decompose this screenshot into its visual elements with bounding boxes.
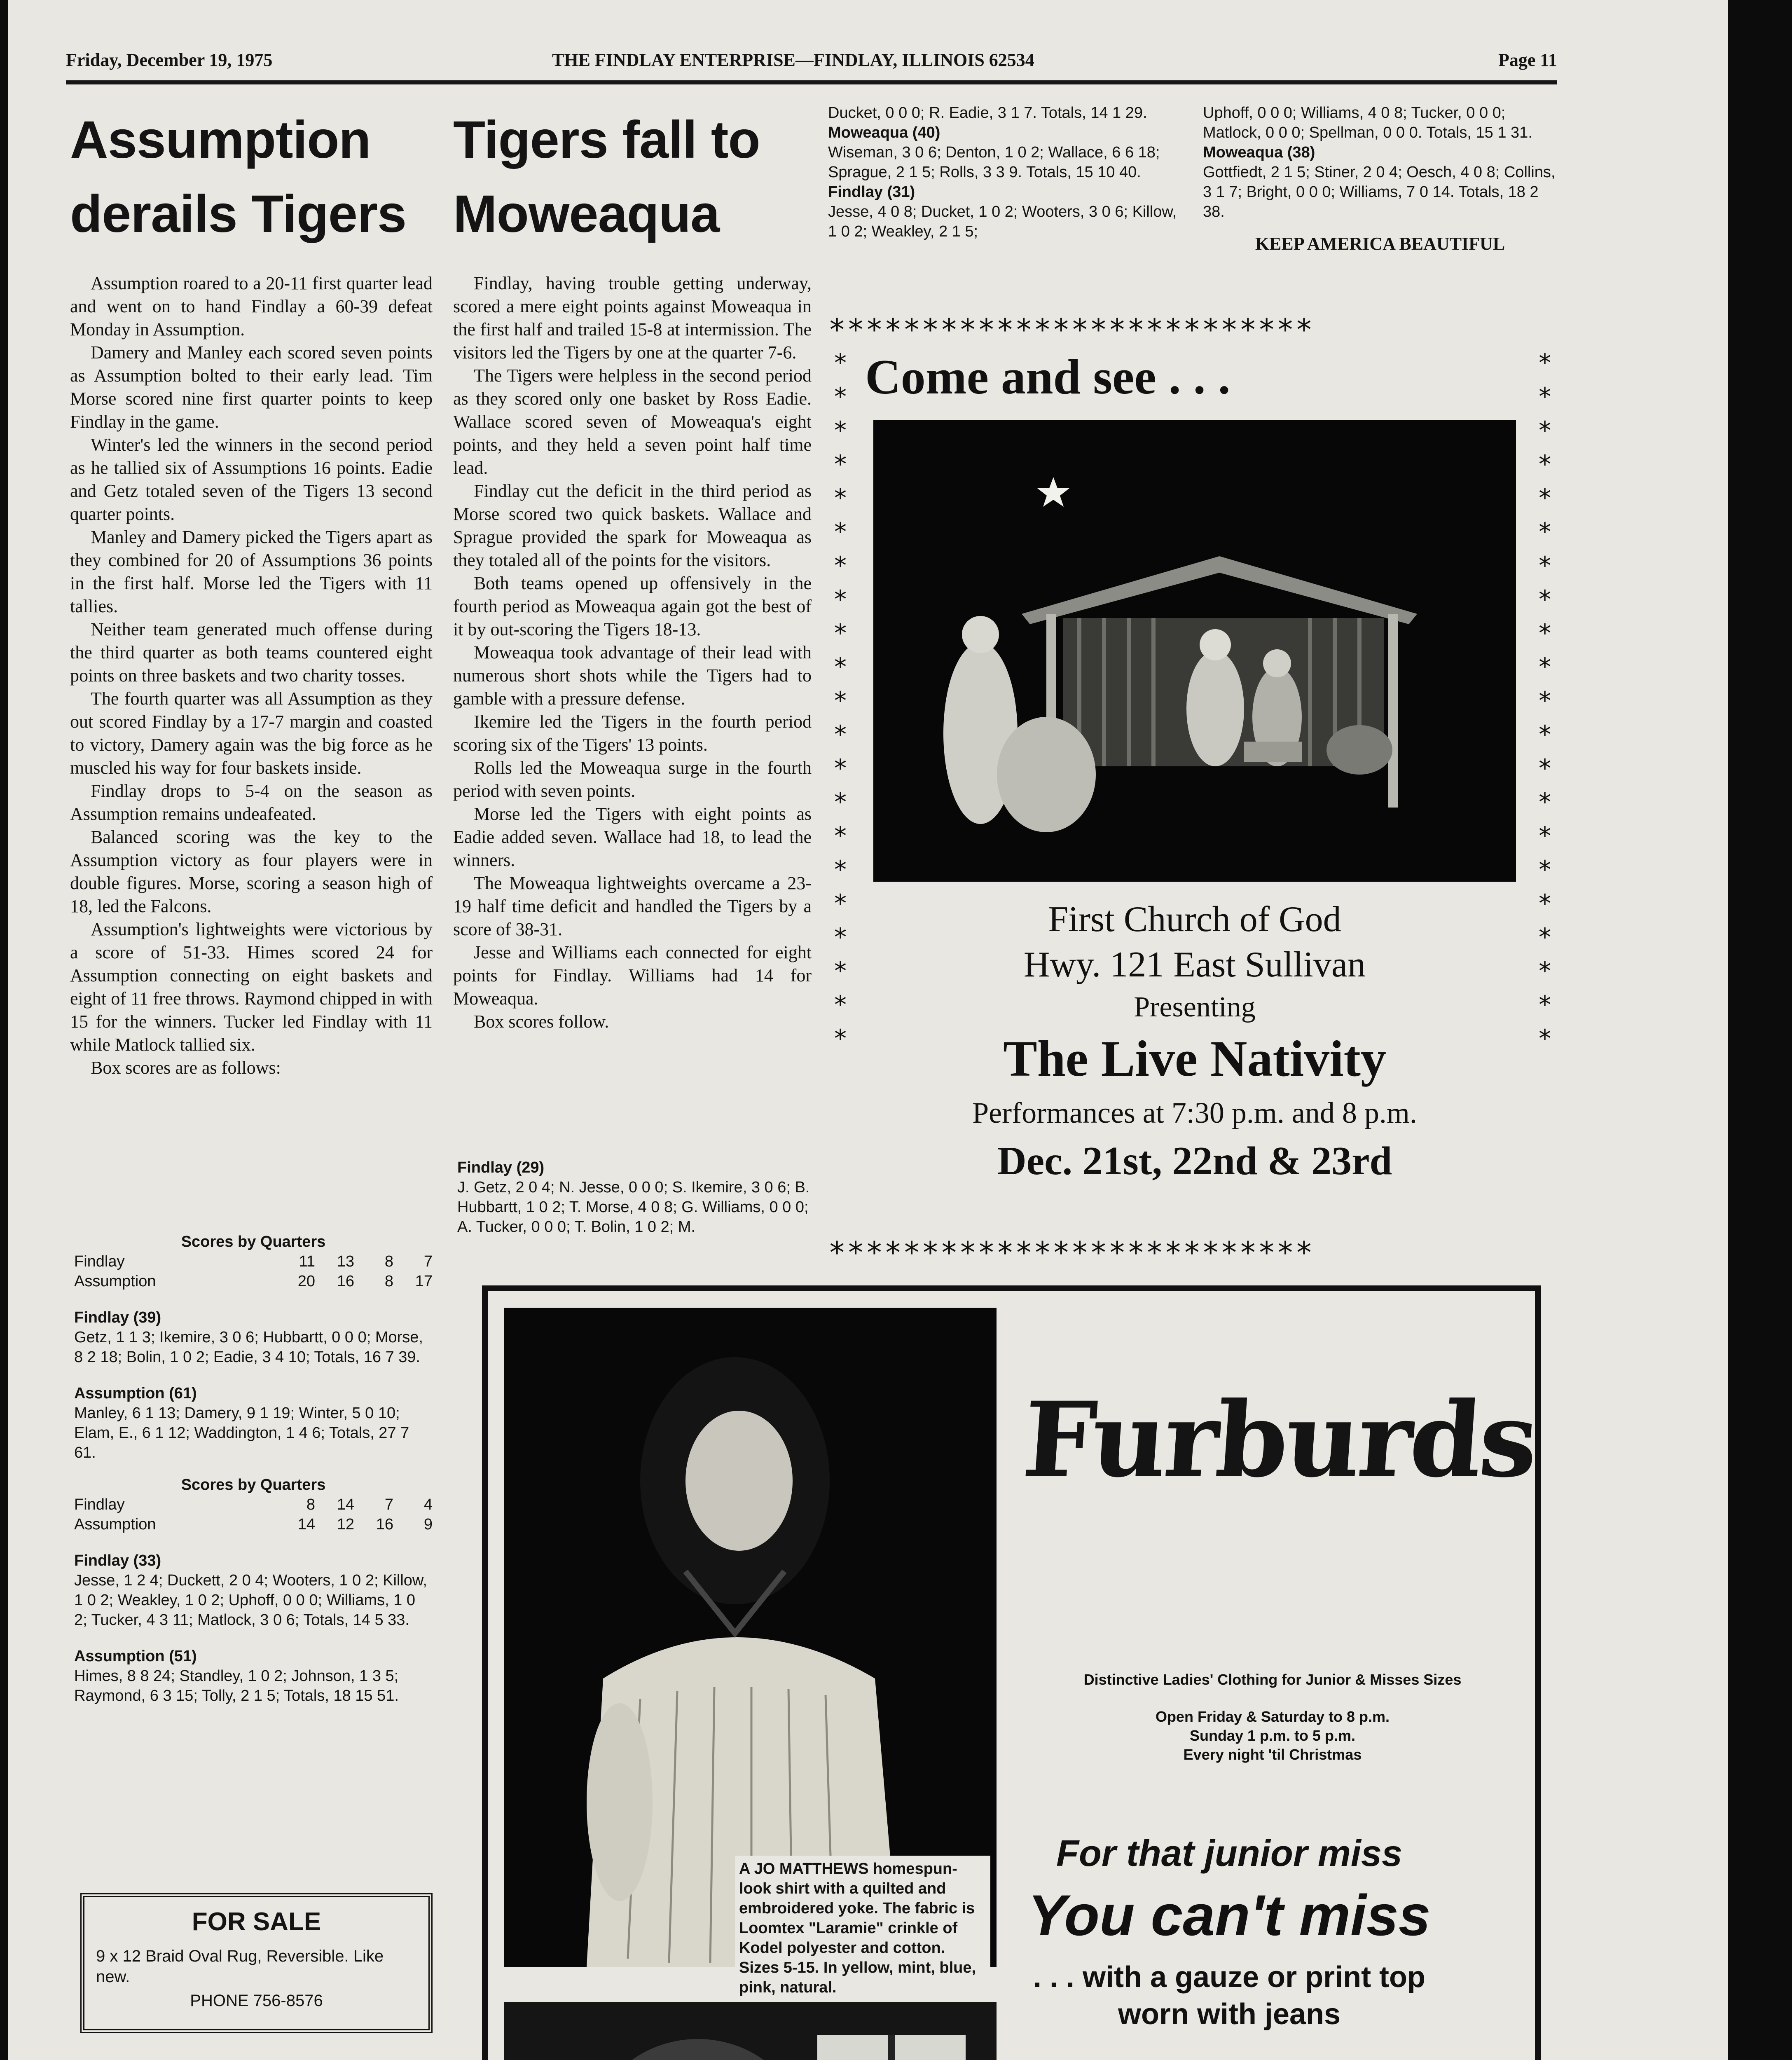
- furbirds-tagline: Distinctive Ladies' Clothing for Junior & Misses Sizes: [1083, 1671, 1462, 1688]
- masthead-page: Page 11: [1498, 50, 1557, 70]
- performance-times: Performances at 7:30 p.m. and 8 p.m.: [972, 1096, 1417, 1129]
- star-border-left: *********************: [833, 349, 848, 1053]
- article1-paragraph: Neither team generated much offense during the third quarter as both teams countered eight points on three baskets and two charity tosses.: [70, 619, 433, 686]
- woman-in-print-shirt-icon: [504, 2002, 997, 2060]
- article1-paragraph: Balanced scoring was the key to the Assumption victory as four players were in double figures. Morse, scoring a season high of 18, led the Falcons.: [70, 827, 433, 916]
- for-sale-text: 9 x 12 Braid Oval Rug, Reversible. Like new.: [96, 1947, 384, 1986]
- article2-paragraph: Morse led the Tigers with eight points as Eadie added seven. Wallace had 18, to lead the winners.: [453, 804, 812, 870]
- furbirds-ad: [482, 1285, 1541, 2060]
- church-ad-title: Come and see . . .: [865, 349, 1231, 404]
- article2-body: [453, 272, 812, 1033]
- box1-quarter-table: [74, 1252, 433, 1291]
- caption-jo-matthews: A JO MATTHEWS homespun-look shirt with a quilted and embroidered yoke. The fabric is Loomtex "Laramie" crinkle of Kodel polyester and cotton. Sizes 5-15. In yellow, mint, blue, pink, natural.: [735, 1856, 990, 2001]
- box1-title: Scores by Quarters: [181, 1233, 326, 1250]
- box2-findlay-head: Findlay (33): [74, 1552, 161, 1569]
- performance-dates: Dec. 21st, 22nd & 23rd: [997, 1139, 1392, 1183]
- article2-headline-line2: Moweaqua: [453, 185, 720, 243]
- article1-paragraph: Manley and Damery picked the Tigers apart as they combined for 20 of Assumptions 36 points in the first half. Morse led the Tigers with 11 tallies.: [70, 527, 433, 616]
- article2-headline: [453, 103, 812, 251]
- article1-headline-line2: derails Tigers: [70, 185, 407, 243]
- box1-findlay-text: Getz, 1 1 3; Ikemire, 3 0 6; Hubbartt, 0 0 0; Morse, 8 2 18; Bolin, 1 0 2; Eadie, 3 4 10; Totals, 16 7 39.: [74, 1329, 423, 1366]
- slogan-line-2: You can't miss: [1028, 1883, 1431, 1948]
- article2-paragraph: Rolls led the Moweaqua surge in the fourth period with seven points.: [453, 758, 812, 801]
- article1-headline-line1: Assumption: [70, 110, 371, 169]
- slogan-line-3: . . . with a gauze or print top: [1033, 1961, 1425, 1994]
- masthead-rule: [66, 80, 1557, 84]
- table-row: Findlay 8 14 7 4: [74, 1496, 433, 1513]
- nativity-photo: [873, 420, 1516, 882]
- table-row: Assumption 14 12 16 9: [74, 1516, 433, 1533]
- table-row: Assumption 20 16 8 17: [74, 1273, 433, 1290]
- article2-paragraph: Box scores follow.: [474, 1011, 609, 1032]
- for-sale-ad: [80, 1893, 433, 2033]
- article1-paragraph: Assumption's lightweights were victorious by a score of 51-33. Himes scored 24 for Assumption connecting on eight baskets and eight of 11 free throws. Raymond chipped in with 15 for the winners. Tucker led Findlay with 11 while Matlock tallied six.: [70, 919, 433, 1055]
- church-address: Hwy. 121 East Sullivan: [1023, 945, 1366, 985]
- star-border-bottom: **************************: [828, 1235, 1314, 1270]
- model-photo-2: [504, 2002, 997, 2060]
- furbirds-hours-3: Every night 'til Christmas: [1183, 1746, 1362, 1763]
- article2-paragraph: Jesse and Williams each connected for eight points for Findlay. Williams had 14 for Moweaqua.: [453, 942, 812, 1009]
- star-border-top: **************************: [828, 312, 1314, 347]
- article2-continued-col1: Ducket, 0 0 0; R. Eadie, 3 1 7. Totals, 14 1 29. Moweaqua (40) Wiseman, 3 0 6; Denton, 1 0 2; Wallace, 6 6 18; Sprague, 2 1 5; Rolls, 3 3 9. Totals, 15 10 40. Findlay (31) Jesse, 4 0 8; Ducket, 1 0 2; Wooters, 3 0 6; Killow, 1 0 2; Weakley, 2 1 5;: [828, 104, 1177, 240]
- article2-paragraph: Both teams opened up offensively in the fourth period as Moweaqua again got the best of it by out-scoring the Tigers 18-13.: [453, 573, 812, 639]
- furbirds-hours-2: Sunday 1 p.m. to 5 p.m.: [1189, 1727, 1356, 1744]
- article1-paragraph: Box scores are as follows:: [91, 1058, 281, 1078]
- article1-paragraph: Damery and Manley each scored seven points as Assumption bolted to their early lead. Tim Morse scored nine first quarter points to keep Findlay in the game.: [70, 342, 433, 432]
- article2-paragraph: The Moweaqua lightweights overcame a 23-19 half time deficit and handled the Tigers by a score of 38-31.: [453, 873, 812, 939]
- article2-continued-col2: Uphoff, 0 0 0; Williams, 4 0 8; Tucker, 0 0 0; Matlock, 0 0 0; Spellman, 0 0 0. Totals, 15 1 31. Moweaqua (38) Gottfiedt, 2 1 5; Stiner, 2 0 4; Oesch, 4 0 8; Collins, 3 1 7; Bright, 0 0 0; Williams, 7 0 14. Totals, 18 2 38. KEEP AMERICA BEAUTIFUL: [1203, 103, 1557, 254]
- article1-paragraph: Assumption roared to a 20-11 first quarter lead and went on to hand Findlay a 60-39 defeat Monday in Assumption.: [70, 273, 433, 339]
- article1-paragraph: Findlay drops to 5-4 on the season as Assumption remains undeafeated.: [70, 781, 433, 824]
- furbirds-hours-1: Open Friday & Saturday to 8 p.m.: [1155, 1708, 1390, 1725]
- article2-paragraph: Findlay, having trouble getting underway, scored a mere eight points against Moweaqua in the first half and trailed 15-8 at intermission. The visitors led the Tigers by one at the quarter 7-6.: [453, 273, 812, 363]
- for-sale-phone: PHONE 756-8576: [190, 1992, 323, 2010]
- masthead: [66, 49, 1557, 74]
- live-nativity-title: The Live Nativity: [1003, 1030, 1386, 1087]
- article2-paragraph: Moweaqua took advantage of their lead with numerous short shots while the Tigers had to gamble with a pressure defense.: [453, 642, 812, 709]
- star-border-right: *********************: [1537, 349, 1553, 1053]
- article2-paragraph: Findlay cut the deficit in the third period as Morse scored two quick baskets. Wallace and Sprague provided the spark for Moweaqua as they totaled all of the points for the visitors.: [453, 481, 812, 570]
- article1-paragraph: Winter's led the winners in the second period as he tallied six of Assumptions 16 points. Eadie and Getz totaled seven of the Tigers 13 second quarter points.: [70, 435, 433, 524]
- box1-findlay-head: Findlay (39): [74, 1309, 161, 1326]
- article1-headline: [70, 103, 433, 251]
- box1-assumption-text: Manley, 6 1 13; Damery, 9 1 19; Winter, 5 0 10; Elam, E., 6 1 12; Waddington, 1 4 6; Totals, 27 7 61.: [74, 1405, 409, 1461]
- article2-paragraph: Ikemire led the Tigers in the fourth period scoring six of the Tigers' 13 points.: [453, 712, 812, 755]
- article1-paragraph: The fourth quarter was all Assumption as they out scored Findlay by a 17-7 margin and coasted to victory, Damery again was the big force as he muscled his way for four baskets inside.: [70, 688, 433, 778]
- church-name: First Church of God: [1048, 899, 1341, 939]
- article1-box-scores: [74, 1220, 433, 1706]
- newspaper-page: [8, 0, 1728, 2060]
- article2-paragraph: The Tigers were helpless in the second period as they scored only one basket by Ross Eadie. Wallace scored seven of Moweaqua's eight points, and they held a seven point half time lead.: [453, 365, 812, 478]
- box2-title: Scores by Quarters: [181, 1476, 326, 1494]
- slogan-line-1: For that junior miss: [1056, 1833, 1403, 1874]
- article1-body: [70, 272, 433, 1079]
- slogan-line-4: worn with jeans: [1118, 1998, 1341, 2031]
- church-presenting: Presenting: [1134, 991, 1256, 1023]
- for-sale-title: FOR SALE: [192, 1908, 321, 1936]
- keep-america-beautiful: KEEP AMERICA BEAUTIFUL: [1255, 234, 1505, 254]
- masthead-paper: THE FINDLAY ENTERPRISE—FINDLAY, ILLINOIS 62534: [552, 50, 1034, 70]
- masthead-date: Friday, December 19, 1975: [66, 50, 273, 70]
- box1-assumption-head: Assumption (61): [74, 1385, 197, 1402]
- church-ad: [828, 313, 1557, 1273]
- box2-assumption-text: Himes, 8 8 24; Standley, 1 0 2; Johnson, 1 3 5; Raymond, 6 3 15; Tolly, 2 1 5; Totals, 18 15 51.: [74, 1667, 399, 1704]
- nativity-scene-icon: [873, 420, 1516, 882]
- article2-headline-line1: Tigers fall to: [453, 110, 760, 169]
- model-photo-1: [504, 1308, 997, 1996]
- box2-assumption-head: Assumption (51): [74, 1648, 197, 1665]
- box2-quarter-table: [74, 1495, 433, 1534]
- article2-box-scores: [457, 1158, 812, 1237]
- furbirds-logo: Furburds: [1019, 1379, 1539, 1500]
- box2-findlay-text: Jesse, 1 2 4; Duckett, 2 0 4; Wooters, 1 0 2; Killow, 1 0 2; Weakley, 1 0 2; Uphoff, 0 0 0; Williams, 1 0 2; Tucker, 4 3 11; Matlock, 3 0 6; Totals, 14 5 33.: [74, 1572, 427, 1629]
- f29-head: Findlay (29): [457, 1159, 545, 1176]
- f29-text: J. Getz, 2 0 4; N. Jesse, 0 0 0; S. Ikemire, 3 0 6; B. Hubbartt, 1 0 2; T. Morse, 4 0 8; G. Williams, 0 0 0; A. Tucker, 0 0 0; T. Bolin, 1 0 2; M.: [457, 1179, 810, 1236]
- table-row: Findlay 11 13 8 7: [74, 1253, 433, 1270]
